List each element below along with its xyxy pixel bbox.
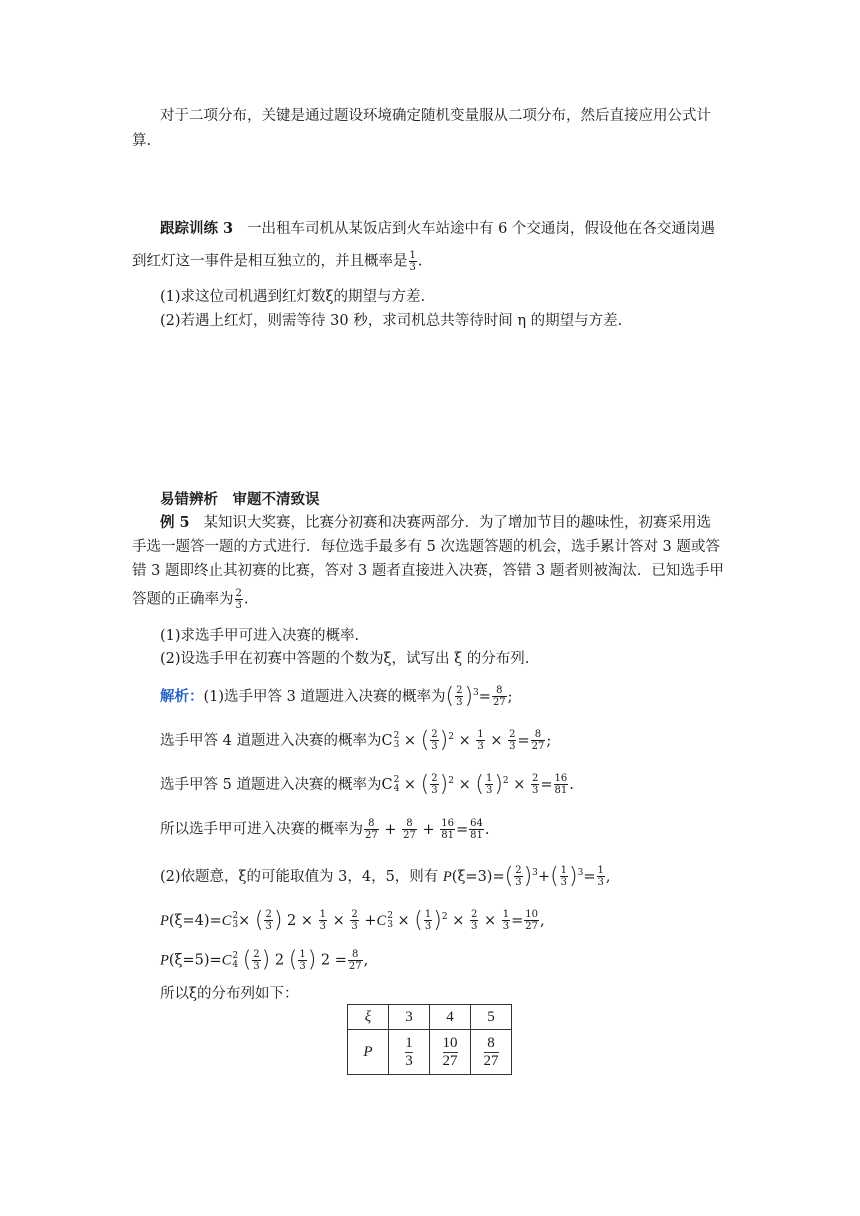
table-header-cell: 4 [430, 1005, 471, 1030]
error-section-title: 易错辨析 审题不清致误 [160, 491, 320, 508]
distribution-table [347, 1004, 512, 1075]
example-line-3: 错 3 题即终止其初赛的比赛，答对 3 题者直接进入决赛，答错 3 题者则被淘汰．已知选手甲 [132, 563, 724, 579]
table-cell: $\frac{1}{3}$ [389, 1030, 430, 1075]
table-row-probability [348, 1030, 512, 1075]
table-header-cell: 5 [471, 1005, 512, 1030]
training-prob-fraction: $\frac{1}{3}$ [409, 250, 416, 273]
example-line-1 [160, 513, 711, 533]
example-line-2: 手选一题答一题的方式进行．每位选手最多有 5 次选题答题的机会，选手累计答对 3 题或答 [132, 539, 720, 555]
solution-text-2: 选手甲答 4 道题进入决赛的概率为 [160, 732, 382, 749]
solution-part2-line-1 [160, 863, 611, 888]
solution-line-1 [160, 683, 513, 708]
solution-formula-3: C 2 4 × ( $\frac{2}{3}$ )$^2$ × ( $\frac{1}{3}$ )$^2$ × $\frac{2}{3}$ = $\frac{16}{81}$ . [381, 771, 574, 797]
solution-text-1: (1)选手甲答 3 道题进入决赛的概率为 [203, 688, 446, 705]
example-text-1: 某知识大奖赛，比赛分初赛和决赛两部分．为了增加节目的趣味性，初赛采用选 [203, 515, 711, 531]
training-line-1 [160, 219, 715, 239]
table-row-header [348, 1005, 512, 1030]
solution-formula-5: P(ξ=3)=( $\frac{2}{3}$ )$^3$+( $\frac{1}{3}$ )$^3$= $\frac{1}{3}$ , [442, 863, 611, 889]
example-text-4: 答题的正确率为 [132, 591, 234, 608]
training-question-1: (1)求这位司机遇到红灯数ξ的期望与方差. [160, 289, 426, 305]
summary-line-2: 算. [132, 133, 152, 149]
distribution-intro: 所以ξ的分布列如下： [160, 986, 299, 1002]
solution-formula-7: P(ξ=5)=C 2 4 ( $\frac{2}{3}$ ) 2 ( $\frac{1}{3}$ ) 2 = $\frac{8}{27}$ , [160, 947, 369, 973]
table-cell: $\frac{10}{27}$ [430, 1030, 471, 1075]
table-header-cell: 3 [389, 1005, 430, 1030]
solution-line-2 [160, 727, 551, 752]
solution-label: 解析： [160, 687, 204, 705]
solution-formula-6: P(ξ=4)=C 2 3 × ( $\frac{2}{3}$ ) 2 × $\frac{1}{3}$ × $\frac{2}{3}$ +C 2 3 × ( $\frac{1}{3}$ )$^2$ × $\frac{2}{3}$ × $\frac{1}{3}$ = $\frac{10}{27}$ , [160, 907, 545, 933]
example-question-1: (1)求选手甲可进入决赛的概率. [160, 628, 360, 644]
solution-formula-4: $\frac{8}{27}$ + $\frac{8}{27}$ + $\frac{16}{81}$ = $\frac{64}{81}$ . [365, 818, 490, 841]
table-header-cell: ξ [348, 1005, 389, 1030]
training-text-1: 一出租车司机从某饭店到火车站途中有 6 个交通岗，假设他在各交通岗遇 [246, 221, 715, 237]
training-text-2: 到红灯这一事件是相互独立的，并且概率是 [132, 253, 408, 270]
summary-line-1: 对于二项分布，关键是通过题设环境确定随机变量服从二项分布，然后直接应用公式计 [160, 108, 711, 124]
training-question-2: (2)若遇上红灯，则需等待 30 秒，求司机总共等待时间 η 的期望与方差. [160, 313, 623, 329]
table-row-label: P [348, 1030, 389, 1075]
solution-text-4: 所以选手甲可进入决赛的概率为 [160, 821, 363, 838]
example-line-4: 答题的正确率为 $\frac{2}{3}$ . [132, 588, 249, 611]
solution-formula-2: C 2 3 × ( $\frac{2}{3}$ )$^2$ × $\frac{1}{3}$ × $\frac{2}{3}$ = $\frac{8}{27}$ ; [381, 727, 552, 753]
solution-part2-text: (2)依题意，ξ的可能取值为 3，4，5，则有 [160, 868, 439, 885]
training-label: 跟踪训练 3 [160, 220, 234, 237]
table-cell: $\frac{8}{27}$ [471, 1030, 512, 1075]
solution-line-4 [160, 818, 489, 841]
training-line-2: 到红灯这一事件是相互独立的，并且概率是 $\frac{1}{3}$ . [132, 250, 423, 273]
solution-line-3 [160, 771, 574, 796]
example-label: 例 5 [160, 514, 190, 531]
example-question-2: (2)设选手甲在初赛中答题的个数为ξ，试写出 ξ 的分布列. [160, 651, 530, 667]
solution-text-3: 选手甲答 5 道题进入决赛的概率为 [160, 776, 382, 793]
example-rate-fraction: $\frac{2}{3}$ [235, 588, 242, 611]
solution-formula-1: ( $\frac{2}{3}$ )$^3$= $\frac{8}{27}$ ; [445, 683, 513, 709]
